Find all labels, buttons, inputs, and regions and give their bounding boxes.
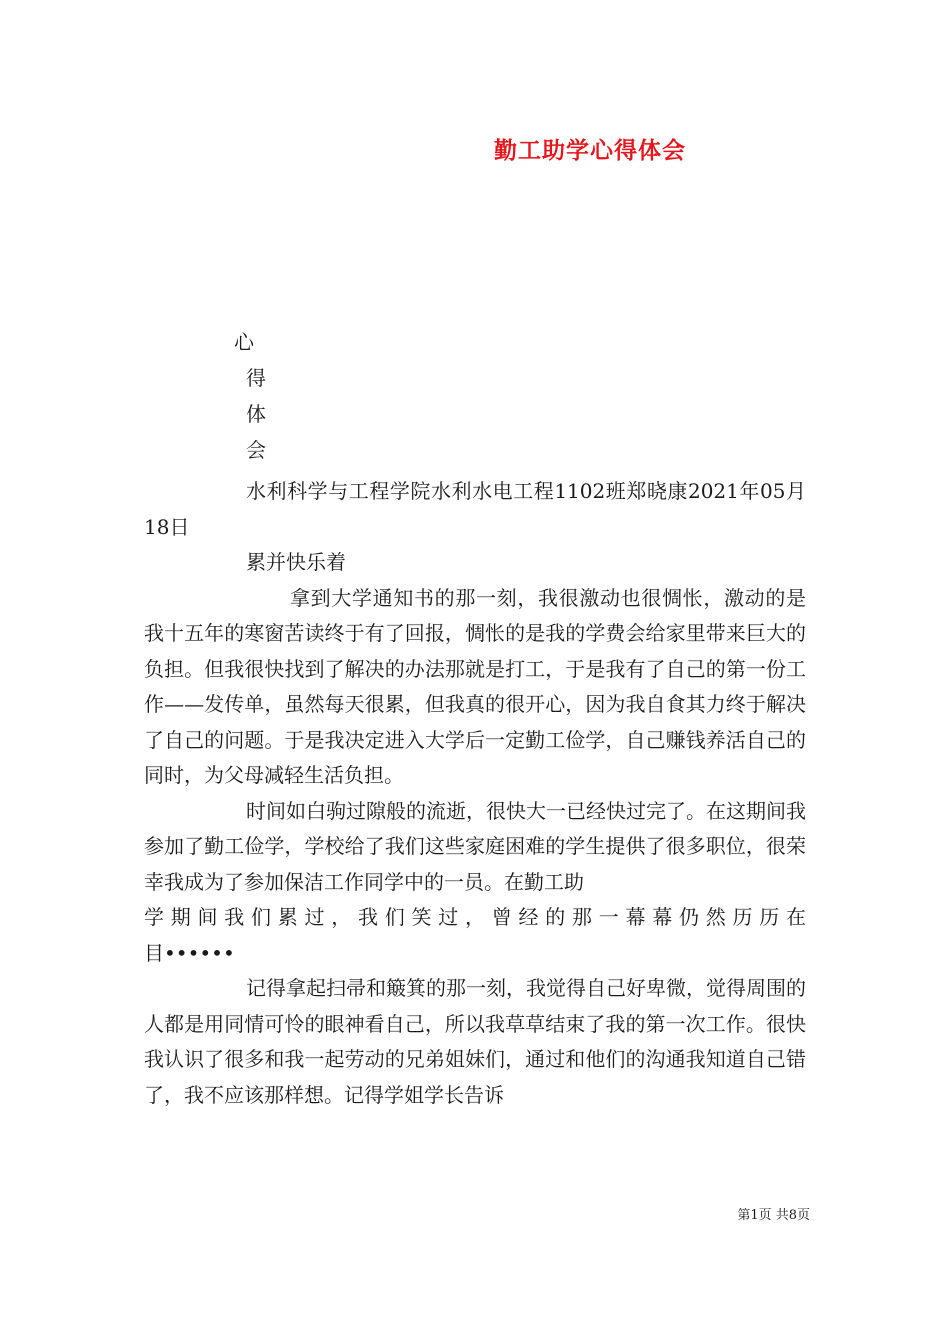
document-title: 勤工助学心得体会 (494, 138, 686, 164)
author-line: 水利科学与工程学院水利水电工程1102班郑晓康2021年05月18日 (144, 479, 806, 539)
paragraph-2-spaced-line: 学期间我们累过，我们笑过，曾经的那一幕幕仍然历历在 (144, 905, 806, 929)
paragraph-1: 拿到大学通知书的那一刻，我很激动也很惆怅，激动的是我十五年的寒窗苦读终于有了回报，惆怅的是我的学费会给家里带来巨大的负担。但我很快找到了解决的办法那就是打工，于是我有了自己的第一份工作——发传单，虽然每天很累，但我真的很开心，因为我自食其力终于解决了自己的问题。于是我决定进入大学后一定勤工俭学，自己赚钱养活自己的同时，为父母减轻生活负担。 (144, 585, 806, 787)
vertical-heading-char-4: 会 (246, 438, 266, 462)
paragraph-2: 时间如白驹过隙般的流逝，很快大一已经快过完了。在这期间我参加了勤工俭学，学校给了我们这些家庭困难的学生提供了很多职位，很荣幸我成为了参加保洁工作同学中的一员。在勤工助 (144, 798, 806, 894)
paragraph-2-end: 目•••••• (144, 940, 235, 965)
vertical-heading-char-2: 得 (246, 366, 266, 390)
vertical-heading-char-3: 体 (246, 402, 266, 426)
paragraph-3: 记得拿起扫帚和簸箕的那一刻，我觉得自己好卑微，觉得周围的人都是用同情可怜的眼神看自己，所以我草草结束了我的第一次工作。很快我认识了很多和我一起劳动的兄弟姐妹们，通过和他们的沟通我知道自己错了，我不应该那样想。记得学姐学长告诉 (144, 976, 806, 1107)
subtitle: 累并快乐着 (246, 550, 346, 574)
vertical-heading-char-1: 心 (234, 330, 254, 354)
page-number-footer: 第1页 共8页 (737, 1208, 810, 1223)
document-body (144, 474, 806, 1113)
